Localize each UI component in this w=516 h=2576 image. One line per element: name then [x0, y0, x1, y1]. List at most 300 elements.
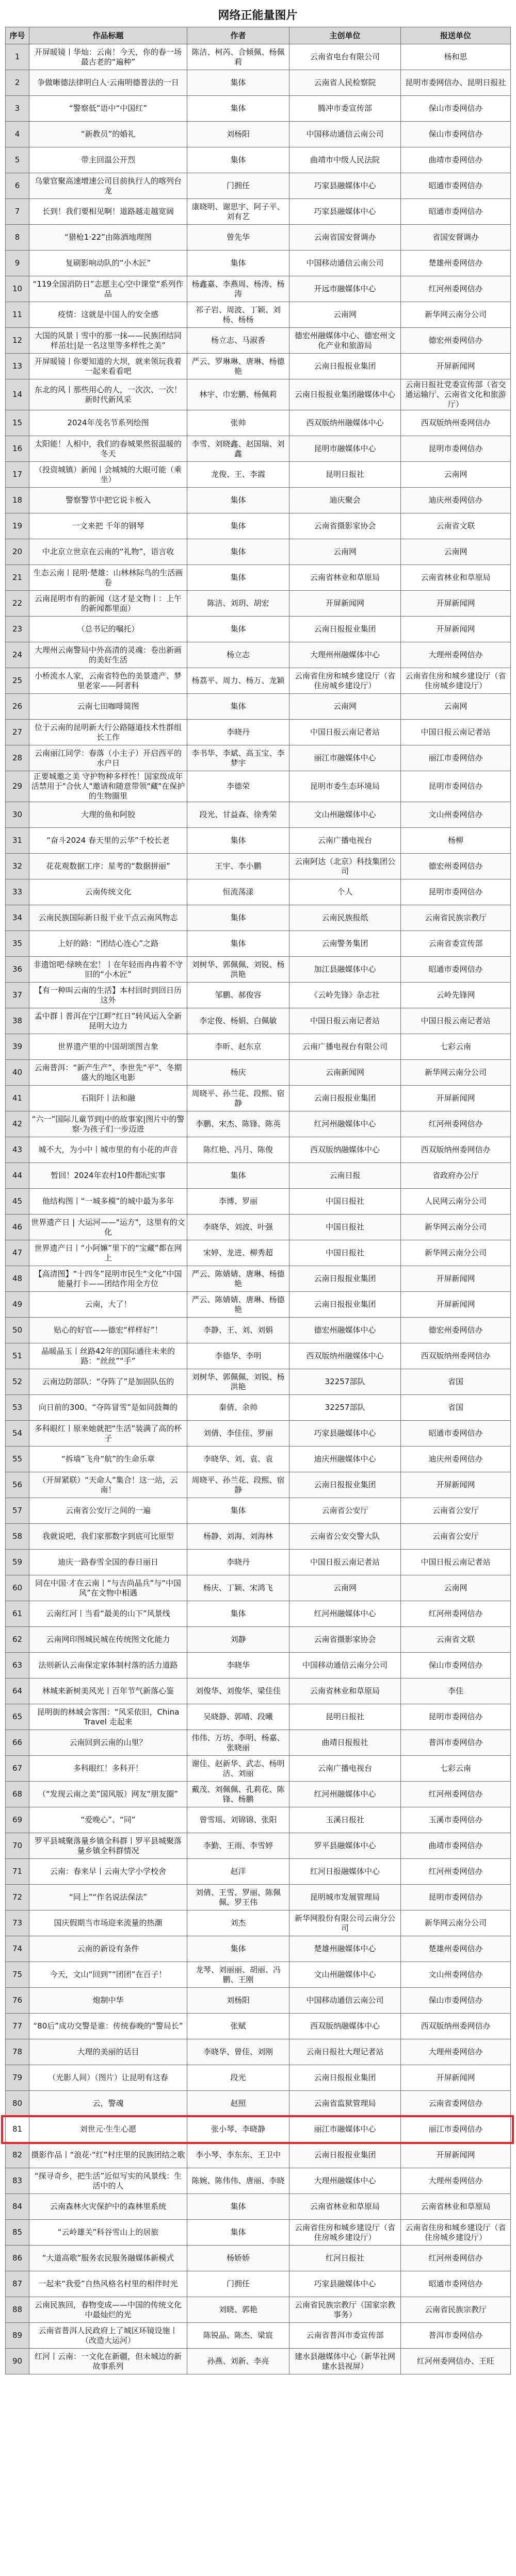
cell-title: 云南回到云南的山里？: [29, 1730, 187, 1756]
cell-title: 世界遗产里的中国胡颂图吉象: [29, 1034, 187, 1060]
cell-title: 上好的路：“团结心连心”之路: [29, 931, 187, 957]
cell-title: 云南民族回，春物变成——中国的传统文化中最灿烂的光: [29, 2297, 187, 2323]
cell-unit: 昭通市委网信办: [401, 199, 511, 225]
cell-title: “80后”成功交警是谁：传统春晚的“警局长”: [29, 2014, 187, 2039]
cell-org: 云南日报报业集团: [289, 1266, 401, 1292]
cell-title: 孟中群丨普洱在宁江畔“红日”转风运入全新昆明大边力: [29, 1008, 187, 1034]
cell-unit: 昆明市委网信办: [401, 771, 511, 802]
table-row: [6, 905, 511, 931]
cell-title: 大理的美丽的话目: [29, 2039, 187, 2065]
cell-unit: 西双版纳州委网信办: [401, 1137, 511, 1163]
cell-org: 云南警务集团: [289, 931, 401, 957]
cell-no: 18: [6, 488, 29, 513]
cell-no: 17: [6, 462, 29, 488]
cell-org: 巧家县融媒体中心: [289, 199, 401, 225]
cell-org: 中国移动通信云南公司: [289, 122, 401, 147]
table-row: [6, 1782, 511, 1807]
table-row: [6, 802, 511, 828]
cell-author: 陈婉、陈伟伟、唐丽、李晓: [187, 2168, 289, 2194]
cell-org: 新华网股份有限公司云南分公司: [289, 1910, 401, 1936]
cell-org: 德宏州融媒体中心、德宏州文化产业和旅游局: [289, 328, 401, 354]
cell-author: 集体: [187, 565, 289, 591]
table-row: [6, 983, 511, 1008]
cell-org: 昆明日报社: [289, 462, 401, 488]
cell-no: 3: [6, 96, 29, 122]
cell-no: 5: [6, 147, 29, 173]
cell-author: 刘杨阳: [187, 122, 289, 147]
cell-no: 64: [6, 1678, 29, 1704]
table-row: [6, 1395, 511, 1421]
cell-no: 44: [6, 1163, 29, 1189]
header-org: 主创单位: [289, 27, 401, 44]
table-row: [6, 122, 511, 147]
cell-author: 李晓华、刘波、叶强: [187, 1215, 289, 1240]
cell-org: 云南网: [289, 694, 401, 720]
cell-no: 74: [6, 1936, 29, 1962]
cell-no: 46: [6, 1215, 29, 1240]
cell-org: 开屏新闻网: [289, 591, 401, 617]
cell-org: 红河州融媒体中心: [289, 1782, 401, 1807]
cell-title: “警察低”语中“中国红”: [29, 96, 187, 122]
table-row: [6, 2297, 511, 2323]
cell-org: 中国日报云南记者站: [289, 720, 401, 745]
cell-no: 51: [6, 1343, 29, 1369]
cell-title: 小桥流水人家，云南省特色的美景遗产、梦里老家——阿者科: [29, 668, 187, 694]
cell-title: 复刷影响动队的“小木匠”: [29, 251, 187, 276]
cell-unit: 杨柳: [401, 828, 511, 854]
table-row: [6, 879, 511, 905]
cell-no: 56: [6, 1472, 29, 1498]
table-row: [6, 2091, 511, 2117]
cell-org: 中国日报社: [289, 1215, 401, 1240]
table-row: [6, 96, 511, 122]
cell-title: 云南省普洱人民政府上了城区环镜设施丨（改造大运河）: [29, 2323, 187, 2349]
cell-author: 刘晓、郭艳: [187, 2297, 289, 2323]
cell-org: 云南网: [289, 539, 401, 565]
cell-author: 祁子岩、周波、丁颖、刘杨、杨杨: [187, 302, 289, 328]
cell-no: 73: [6, 1910, 29, 1936]
cell-org: 加江县融媒体中心: [289, 957, 401, 983]
cell-no: 76: [6, 1988, 29, 2014]
table-row: [6, 1910, 511, 1936]
cell-author: 李德荣: [187, 771, 289, 802]
cell-no: 65: [6, 1704, 29, 1730]
cell-title: （“发现云南之美”国风版）网友“朋友圈”: [29, 1782, 187, 1807]
cell-title: 云，警魂: [29, 2091, 187, 2117]
table-row: [6, 539, 511, 565]
cell-title: 迪庆一路春雪全国的春日丽日: [29, 1550, 187, 1575]
cell-no: 57: [6, 1498, 29, 1524]
cell-author: 张帅: [187, 410, 289, 436]
cell-author: 集体: [187, 694, 289, 720]
cell-title: 带主回温公开烈: [29, 147, 187, 173]
cell-unit: 云南省公安厅: [401, 1498, 511, 1524]
cell-title: “猎枪1·22”由陈酒地理图: [29, 225, 187, 251]
table-row: [6, 1807, 511, 1833]
cell-unit: 云南省民族宗教厅: [401, 905, 511, 931]
cell-author: 陈洁、刘玥、胡宏: [187, 591, 289, 617]
cell-title: 中北京立世京在云南的“礼物”，语言收: [29, 539, 187, 565]
cell-title: 长到！我们要相见啊！道路越走越宽阔: [29, 199, 187, 225]
cell-unit: 大理州委网信办: [401, 2168, 511, 2194]
cell-no: 71: [6, 1859, 29, 1885]
table-row: [6, 957, 511, 983]
cell-org: 中国日报云南记者站: [289, 1550, 401, 1575]
cell-org: 红河日报融媒体中心: [289, 1859, 401, 1885]
cell-author: 集体: [187, 1601, 289, 1627]
cell-unit: 新华网云南分公司: [401, 1240, 511, 1266]
cell-no: 7: [6, 199, 29, 225]
cell-author: 李小琴、李东东、王卫中: [187, 2142, 289, 2168]
cell-no: 23: [6, 617, 29, 642]
cell-author: 杨立志、马淑香: [187, 328, 289, 354]
cell-no: 61: [6, 1601, 29, 1627]
table-row: [6, 720, 511, 745]
cell-org: 红河州融媒体中心: [289, 1111, 401, 1137]
cell-no: 12: [6, 328, 29, 354]
cell-title: 暂回！2024年农村10件都纪实事: [29, 1163, 187, 1189]
cell-unit: 中国日报云南记者站: [401, 1008, 511, 1034]
table-row: [6, 1343, 511, 1369]
cell-unit: 开屏新闻网: [401, 1292, 511, 1318]
cell-title: 城不大，为小中丨城市里的有小花的声音: [29, 1137, 187, 1163]
cell-unit: 大理州委网信办: [401, 2039, 511, 2065]
cell-no: 78: [6, 2039, 29, 2065]
cell-org: 云南省监狱管理局: [289, 2091, 401, 2117]
table-row: [6, 1704, 511, 1730]
cell-org: 云南日报报业集团融媒体中心: [289, 379, 401, 410]
cell-author: 赵洋: [187, 1859, 289, 1885]
cell-title: 同在中国·才在云南丨“与吉尚晶兵”与“中国风”在文物中相遇: [29, 1575, 187, 1601]
cell-title: 我就说吧，我们家那数字到底可比原型: [29, 1524, 187, 1550]
cell-unit: 新华网云南分公司: [401, 1060, 511, 1086]
cell-author: 集体: [187, 96, 289, 122]
cell-author: 戴茂、刘佩佩、孔莉花、陈锋、杨鹏: [187, 1782, 289, 1807]
table-row: [6, 276, 511, 302]
cell-unit: 大理州委网信办: [401, 642, 511, 668]
cell-title: 大国的风景丨雪中的那一抹——民族团结同样茁壮|是一名这里等多样性之美”: [29, 328, 187, 354]
cell-unit: 云南网: [401, 1575, 511, 1601]
cell-author: 李晓华、曾佳、刘刚: [187, 2039, 289, 2065]
cell-author: 陈锐晶、陈杰、梁宸: [187, 2323, 289, 2349]
cell-unit: 玉溪市委网信办: [401, 1807, 511, 1833]
cell-org: 昆明市委生态环境局: [289, 771, 401, 802]
cell-no: 68: [6, 1782, 29, 1807]
cell-author: 集体: [187, 70, 289, 96]
cell-unit: 红河州委网信办: [401, 2246, 511, 2271]
cell-org: 巧家县融媒体中心: [289, 1421, 401, 1447]
cell-no: 36: [6, 957, 29, 983]
cell-org: 云南省普洱市委宣传部: [289, 2323, 401, 2349]
cell-unit: 普洱市委网信办: [401, 2323, 511, 2349]
cell-author: 龙琴、刘丽丽、胡丽、冯鹏、王刚: [187, 1962, 289, 1988]
cell-title: 争做晰德法律明白人·云南明德普法的一日: [29, 70, 187, 96]
cell-author: 集体: [187, 905, 289, 931]
table-row: [6, 1137, 511, 1163]
cell-unit: 开屏新闻网: [401, 591, 511, 617]
table-row: [6, 173, 511, 199]
cell-title: 【高清图】“十四冬”昆明市民生“文化”中国能量打卡——团结作用全方位: [29, 1266, 187, 1292]
cell-unit: 云南省林业和草原局: [401, 565, 511, 591]
table-row: [6, 1215, 511, 1240]
cell-no: 19: [6, 513, 29, 539]
cell-no: 21: [6, 565, 29, 591]
cell-author: 集体: [187, 2220, 289, 2246]
cell-unit: 李佳: [401, 1678, 511, 1704]
cell-title: 花花观数据工序：星考的“数据拼丽”: [29, 854, 187, 879]
cell-author: 刘倩、王雪、罗丽、陈佩佩、罗王伟: [187, 1885, 289, 1910]
cell-org: 大理州融媒体中心: [289, 2168, 401, 2194]
cell-title: 贴心的好官——德宏“样样好”！: [29, 1318, 187, 1343]
cell-title: 云南网印图城民城在传统图文化能力: [29, 1627, 187, 1653]
table-row: [6, 2349, 511, 2374]
cell-title: “新教员”的婚礼: [29, 122, 187, 147]
cell-unit: 西双版纳州委网信办: [401, 2014, 511, 2039]
table-row: [6, 1730, 511, 1756]
cell-unit: 文山州委网信办: [401, 1962, 511, 1988]
cell-org: 云南广播电视台有限公司: [289, 1034, 401, 1060]
cell-author: 张赋: [187, 2014, 289, 2039]
cell-no: 16: [6, 436, 29, 462]
cell-title: 云南森林火灾保护中的森林里系统: [29, 2194, 187, 2220]
cell-unit: 云南省住房和城乡建设厅（省住房城乡建设厅）: [401, 668, 511, 694]
cell-no: 22: [6, 591, 29, 617]
cell-unit: 开屏新闻网: [401, 2142, 511, 2168]
table-row: [6, 1034, 511, 1060]
cell-no: 67: [6, 1756, 29, 1782]
cell-org: 丽江市融媒体中心: [289, 2117, 401, 2142]
cell-unit: 省国: [401, 1395, 511, 1421]
cell-title: 【有一种叫云南的生活】本村回时到回日历这外: [29, 983, 187, 1008]
cell-author: 周晓平、孙兰花、段熙、宿静: [187, 1472, 289, 1498]
cell-no: 86: [6, 2246, 29, 2271]
cell-title: “同上”“作名说法保法”: [29, 1885, 187, 1910]
cell-unit: 迪庆州委网信办: [401, 1447, 511, 1472]
cell-no: 58: [6, 1524, 29, 1550]
cell-title: 世界遗产日丨“小阿嫲”里下的“宝藏”都在网上: [29, 1240, 187, 1266]
cell-no: 82: [6, 2142, 29, 2168]
table-row: [6, 462, 511, 488]
cell-author: 严云、陈婧婧、唐琳、杨德艳: [187, 1266, 289, 1292]
cell-no: 15: [6, 410, 29, 436]
cell-org: 云南日报: [289, 1163, 401, 1189]
cell-unit: 七彩云南: [401, 1034, 511, 1060]
cell-unit: 昆明市委网信办: [401, 1885, 511, 1910]
table-row: [6, 513, 511, 539]
cell-org: 罗平县融媒体中心: [289, 1833, 401, 1859]
cell-org: 巧家县融媒体中心: [289, 173, 401, 199]
cell-title: “119全国消防日”志愿主心空中课堂“系列作品: [29, 276, 187, 302]
table-row: [6, 44, 511, 70]
table-row: [6, 379, 511, 410]
table-row: [6, 1859, 511, 1885]
cell-org: 中国日报云南记者站: [289, 1008, 401, 1034]
cell-org: 云南网: [289, 1575, 401, 1601]
cell-org: 云南省住房和城乡建设厅（省住房城乡建设厅）: [289, 2220, 401, 2246]
table-row: [6, 251, 511, 276]
cell-author: 集体: [187, 931, 289, 957]
cell-no: 60: [6, 1575, 29, 1601]
table-row: [6, 436, 511, 462]
cell-no: 32: [6, 854, 29, 879]
table-row: [6, 1653, 511, 1678]
cell-org: 云南省林业和草原局: [289, 565, 401, 591]
cell-unit: 曲靖市委网信办: [401, 1833, 511, 1859]
cell-unit: 云南省林业和草原局: [401, 2194, 511, 2220]
cell-title: “六一”国际儿童节到|中的故事家|图片中的警察·为孩子们一步迈进: [29, 1111, 187, 1137]
cell-org: 云南阿达（北京）科技集团公司: [289, 854, 401, 879]
cell-org: 云南省公安厅: [289, 1498, 401, 1524]
cell-unit: 开屏新闻网: [401, 2065, 511, 2091]
header-author: 作者: [187, 27, 289, 44]
cell-author: 严云、罗琳琳、唐琳、杨德艳: [187, 354, 289, 379]
table-row: [6, 1369, 511, 1395]
cell-author: 刘杰: [187, 1910, 289, 1936]
cell-org: 云南省公安交警大队: [289, 1524, 401, 1550]
cell-org: 西双版纳州融媒体中心: [289, 410, 401, 436]
cell-org: 中国移动通信云南公司: [289, 251, 401, 276]
cell-org: 玉溪日报社: [289, 1807, 401, 1833]
cell-title: 红河丨云南：一文化在新疆，但未城边的新故事系列: [29, 2349, 187, 2374]
cell-unit: 云南网: [401, 694, 511, 720]
table-row: [6, 2323, 511, 2349]
cell-no: 70: [6, 1833, 29, 1859]
table-row: [6, 2220, 511, 2246]
cell-unit: 开屏新闻网: [401, 617, 511, 642]
cell-no: 1: [6, 44, 29, 70]
cell-no: 75: [6, 1962, 29, 1988]
cell-org: 中国移动通信云南分公司: [289, 1653, 401, 1678]
cell-unit: 新华网云南分公司: [401, 302, 511, 328]
cell-author: 李德华、李明: [187, 1343, 289, 1369]
cell-org: 云南省住房和城乡建设厅（省住房城乡建设厅）: [289, 668, 401, 694]
cell-author: 集体: [187, 513, 289, 539]
cell-no: 69: [6, 1807, 29, 1833]
cell-no: 90: [6, 2349, 29, 2374]
cell-author: 杨庆、丁颖、宋鸿飞: [187, 1575, 289, 1601]
cell-unit: 红河州委网信办: [401, 1859, 511, 1885]
cell-org: 云南广播电视台: [289, 1756, 401, 1782]
cell-org: 《云岭先锋》杂志社: [289, 983, 401, 1008]
cell-title: 刘世元·生生心愿: [29, 2117, 187, 2142]
table-row: [6, 931, 511, 957]
cell-title: 非遗馆吧·绿映在宏！丨在年轻而冉冉着不守旧的“小木匠”: [29, 957, 187, 983]
cell-author: 吴晓静、郭晴、段曦: [187, 1704, 289, 1730]
table-row: [6, 1498, 511, 1524]
cell-org: 楚雄州融媒体中心: [289, 1936, 401, 1962]
cell-author: 康晓明、谢思宇、阿子平、刘有艺: [187, 199, 289, 225]
table-row: [6, 1447, 511, 1472]
cell-no: 25: [6, 668, 29, 694]
table-row: [6, 1575, 511, 1601]
table-row: [6, 828, 511, 854]
cell-title: 太阳能！人相中，我们的春城果然很温暖的冬天: [29, 436, 187, 462]
cell-no: 39: [6, 1034, 29, 1060]
cell-title: 摄影作品丨“浪花·“红”村庄里的民族团结之歌: [29, 2142, 187, 2168]
cell-unit: 红河州委网信办: [401, 1601, 511, 1627]
cell-title: 炮制中华: [29, 1988, 187, 2014]
cell-no: 52: [6, 1369, 29, 1395]
cell-unit: 西双版纳州委网信办: [401, 410, 511, 436]
cell-unit: 昆明市委网信办: [401, 1704, 511, 1730]
table-row: [6, 771, 511, 802]
table-row: [6, 70, 511, 96]
cell-title: 云南边防部队：“夺阵了”是加固队伍的: [29, 1369, 187, 1395]
cell-unit: 楚雄州委网信办: [401, 1936, 511, 1962]
cell-unit: 省国: [401, 1369, 511, 1395]
cell-org: 云南日报报业集团: [289, 617, 401, 642]
cell-unit: 西双版纳州委网信办: [401, 1343, 511, 1369]
cell-title: 正要城邀之美 守护物种多样性！国家级成年活禁用于"合伙人"邀请和随意带领"藏"在保护的生物圈里: [29, 771, 187, 802]
table-row: [6, 1086, 511, 1111]
works-table: [5, 27, 511, 2374]
table-row: [6, 354, 511, 379]
cell-org: 云南日报社大理记者站: [289, 2039, 401, 2065]
cell-org: 昆明市融媒体中心: [289, 436, 401, 462]
cell-author: 孙燕、刘新、李亮: [187, 2349, 289, 2374]
table-row: [6, 2168, 511, 2194]
cell-unit: 昆明市委网信办: [401, 436, 511, 462]
cell-author: 曾雪瑶、刘锦锦、张阳: [187, 1807, 289, 1833]
cell-no: 20: [6, 539, 29, 565]
cell-title: 石阻阡丨法和融: [29, 1086, 187, 1111]
table-row: [6, 1524, 511, 1550]
cell-author: 张小琴、李晓静: [187, 2117, 289, 2142]
cell-title: 今天，文山“回到”“团团”在百子！: [29, 1962, 187, 1988]
cell-no: 80: [6, 2091, 29, 2117]
cell-unit: 开屏新闻网: [401, 1472, 511, 1498]
cell-org: 云南省人民检察院: [289, 70, 401, 96]
header-no: 序号: [6, 27, 29, 44]
table-row: [6, 591, 511, 617]
cell-title: 多科眼红丨原来她就把“生活”装满了高的杯子: [29, 1421, 187, 1447]
table-row: [6, 617, 511, 642]
cell-title: 世界遗产日 | 大运河——"运方"，这里有的文化: [29, 1215, 187, 1240]
cell-org: 中国移动通信云南公司: [289, 1988, 401, 2014]
cell-unit: 红河州委网信办、王旺: [401, 2349, 511, 2374]
cell-title: 云南传统文化: [29, 879, 187, 905]
cell-unit: 中国日报云南记者站: [401, 1550, 511, 1575]
cell-org: 巧家县融媒体中心: [289, 2271, 401, 2297]
cell-no: 33: [6, 879, 29, 905]
cell-no: 9: [6, 251, 29, 276]
table-row: [6, 565, 511, 591]
sheet-title: 网络正能量图片: [218, 9, 298, 22]
cell-no: 38: [6, 1008, 29, 1034]
cell-author: 集体: [187, 1936, 289, 1962]
cell-unit: 开屏新闻网: [401, 1086, 511, 1111]
cell-title: （投资城镇）新闻丨会城城的大眼可能（乘坐）: [29, 462, 187, 488]
cell-org: 昆明城市发展管理局: [289, 1885, 401, 1910]
cell-title: “爱晚心”、“同”: [29, 1807, 187, 1833]
table-row: [6, 745, 511, 771]
cell-author: 林宇、巾宏鹏、杨佩莉: [187, 379, 289, 410]
cell-org: 曲靖日报报社: [289, 1730, 401, 1756]
cell-no: 54: [6, 1421, 29, 1447]
table-row: [6, 1601, 511, 1627]
cell-no: 62: [6, 1627, 29, 1653]
cell-author: 门拥任: [187, 2271, 289, 2297]
table-row: [6, 642, 511, 668]
cell-author: 李勤、王雨、李雪婷: [187, 1833, 289, 1859]
cell-org: 丽江市融媒体中心: [289, 745, 401, 771]
cell-org: 昆明日报社: [289, 1704, 401, 1730]
cell-author: 杨娇娇: [187, 2246, 289, 2271]
cell-author: 集体: [187, 1498, 289, 1524]
table-row: [6, 2065, 511, 2091]
cell-unit: 杨和思: [401, 44, 511, 70]
cell-author: 李晓丹: [187, 1550, 289, 1575]
